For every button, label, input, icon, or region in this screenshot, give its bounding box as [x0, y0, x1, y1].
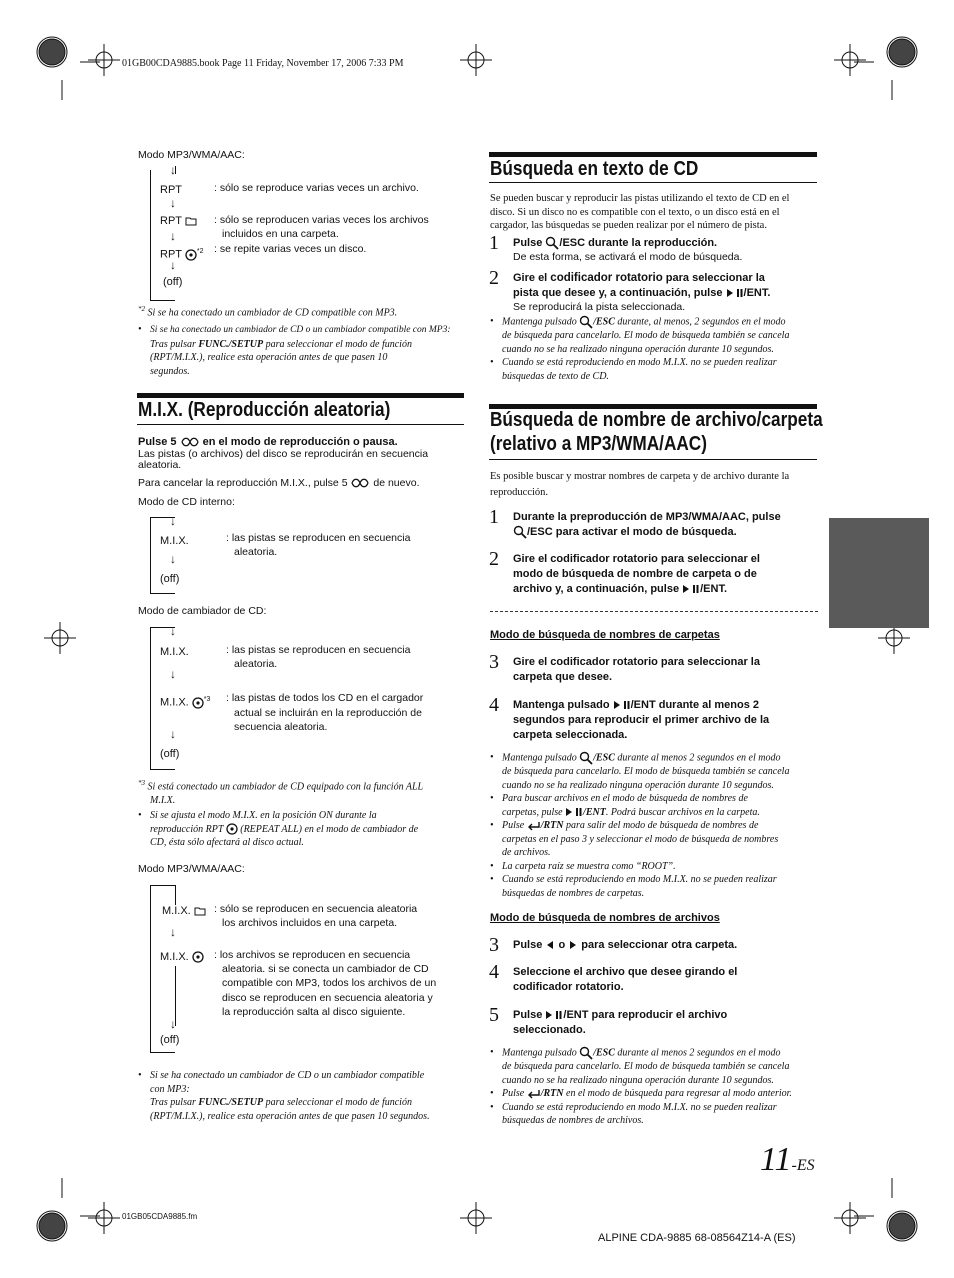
file-step-4: Seleccione el archivo que desee girando el codificador rotatorio.	[513, 966, 738, 993]
disc-icon	[192, 697, 204, 709]
file-search-subheading: Modo de búsqueda de nombres de archivos	[490, 912, 720, 924]
file-step-5-number: 5	[489, 1004, 499, 1026]
left-bullet-3: • Si se ha conectado un cambiador de CD o un cambiador compatible con MP3: Tras pulsar FUNC./SETUP para seleccionar el modo de función (RPT/M.I.X.), realice esta operación antes de que pasen 10 segundos.	[138, 1070, 430, 1122]
step-2-number: 2	[489, 267, 499, 289]
file-step-3: Pulse o para seleccionar otra carpeta.	[513, 939, 738, 951]
return-icon	[527, 820, 541, 832]
play-pause-icon	[726, 288, 744, 298]
section-divider	[490, 611, 818, 612]
file-step-3-number: 3	[489, 934, 499, 956]
return-icon	[527, 1088, 541, 1100]
folder-icon	[185, 216, 197, 226]
mp3-mix-folder-desc2: los archivos incluidos en una carpeta.	[222, 917, 398, 929]
changer-mix-all-desc: : las pistas de todos los CD en el cargador	[226, 692, 424, 704]
mix-desc-2: aleatoria.	[138, 459, 182, 471]
internal-mix-desc2: aleatoria.	[234, 546, 278, 558]
mp3-mix-folder-desc: : sólo se reproducen en secuencia aleatoria	[214, 903, 418, 915]
mix-title: M.I.X. (Reproducción aleatoria)	[138, 399, 391, 421]
mp3-mix-disc-desc3: compatible con MP3, todos los archivos de un	[222, 977, 437, 989]
mp3-mix-disc-desc2: aleatoria. si se conecta un cambiador de CD	[222, 963, 429, 975]
folder-search-bullets: • Mantenga pulsado /ESC durante al menos 2 segundos en el modo de búsqueda para cancelarlo. El modo de búsqueda también se cancela cuando no se ha realizado ninguna operación durante 10 segundos. • Para buscar archivos en el modo de búsqueda de nombres de carpetas, pulse /ENT. Podrá buscar archivos en la carpeta. • Pulse /RTN para salir del modo de búsqueda de nombres de carpetas en el paso 3 y seleccionar el modo de búsqueda de nombres de archivos. • La carpeta raíz se muestra como “ROOT”. • Cuando se está reproduciendo en modo M.I.X. no se pueden realizar búsquedas de nombres de carpetas.	[490, 752, 790, 899]
search-icon	[579, 751, 593, 765]
shuffle-icon	[180, 437, 200, 447]
cd-step-2: Gire el codificador rotatorio para seleccionar la pista que desee y, a continuación, pulse /ENT. Se reproducirá la pista seleccionada.	[513, 272, 771, 313]
mp3-mix-disc-label: M.I.X.	[160, 950, 204, 964]
internal-mix-desc: : las pistas se reproducen en secuencia	[226, 532, 411, 544]
left-bullet-2: • Si se ajusta el modo M.I.X. en la posición ON durante la reproducción RPT (REPEAT ALL) en el modo de cambiador de CD, ésta sólo afectará al disco actual.	[138, 810, 419, 848]
mp3-mix-folder-label: M.I.X.	[162, 904, 206, 918]
section-tab	[829, 518, 929, 628]
file-search-bullets: • Mantenga pulsado /ESC durante al menos 2 segundos en el modo de búsqueda para cancelarlo. El modo de búsqueda también se cancela cuando no se ha realizado ninguna operación durante 10 segundos. • Pulse /RTN en el modo de búsqueda para regresar al modo anterior. • Cuando se está reproduciendo en modo M.I.X. no se pueden realizar búsquedas de nombres de archivos.	[490, 1047, 792, 1126]
file-search-title-2: (relativo a MP3/WMA/AAC)	[490, 433, 707, 455]
folder-search-subheading: Modo de búsqueda de nombres de carpetas	[490, 629, 720, 641]
rpt-desc-1: : sólo se reproduce varias veces un archivo.	[214, 182, 419, 194]
mp3-mix-disc-desc5: la reproducción salta al disco siguiente.	[222, 1006, 406, 1018]
cd-step-1: Pulse /ESC durante la reproducción. De esta forma, se activará el modo de búsqueda.	[513, 237, 743, 263]
changer-mix-label: M.I.X.	[160, 646, 189, 658]
changer-mix-all-label: M.I.X. $^{*3}$	[160, 696, 211, 709]
file-step-2-number: 2	[489, 548, 499, 570]
mp3-mode-label: Modo MP3/WMA/AAC:	[138, 149, 245, 161]
internal-off-label: (off)	[160, 573, 180, 585]
cd-text-intro: Se pueden buscar y reproducir las pistas utilizando el texto de CD en el disco. Si un disco no es compatible con el texto, o un disco está en el cargador, las búsquedas se pueden realizar por el número de pista.	[490, 193, 790, 231]
step-1-number: 1	[489, 232, 499, 254]
rpt-label-3: RPT $^{*2}$	[160, 248, 204, 261]
shuffle-icon	[350, 478, 370, 488]
internal-cd-label: Modo de CD interno:	[138, 496, 235, 508]
changer-mix-desc2: aleatoria.	[234, 658, 278, 670]
folder-icon	[194, 906, 206, 916]
mix-cancel: Para cancelar la reproducción M.I.X., pulse 5 de nuevo.	[138, 477, 420, 489]
folder-step-4-number: 4	[489, 694, 499, 716]
footer-model: ALPINE CDA-9885 68-08564Z14-A (ES)	[598, 1232, 796, 1244]
rpt-label-off: (off)	[163, 276, 183, 288]
file-step-5: Pulse /ENT para reproducir el archivo seleccionado.	[513, 1009, 728, 1036]
play-pause-icon	[613, 700, 631, 710]
file-info-header: 01GB00CDA9885.book Page 11 Friday, November 17, 2006 7:33 PM	[122, 58, 404, 69]
play-pause-icon	[545, 1010, 563, 1020]
page-number: 11-ES	[760, 1141, 815, 1178]
mp3-mode-label-2: Modo MP3/WMA/AAC:	[138, 863, 245, 875]
mix-desc-1: Las pistas (o archivos) del disco se reproducirán en secuencia	[138, 448, 429, 460]
folder-step-4: Mantenga pulsado /ENT durante al menos 2 segundos para reproducir el primer archivo de la carpeta seleccionada.	[513, 699, 770, 741]
left-bullet-1: • Si se ha conectado un cambiador de CD o un cambiador compatible con MP3: Tras pulsar FUNC./SETUP para seleccionar el modo de función (RPT/M.I.X.), realice esta operación antes de que pasen 10 segundos.	[138, 324, 451, 377]
file-step-2: Gire el codificador rotatorio para seleccionar el modo de búsqueda de nombre de carpeta o de archivo y, a continuación, pulse /ENT.	[513, 553, 760, 595]
disc-icon	[226, 823, 238, 835]
rpt-desc-3: : se repite varias veces un disco.	[214, 243, 367, 255]
play-pause-icon	[682, 584, 700, 594]
file-search-title-1: Búsqueda de nombre de archivo/carpeta	[490, 409, 823, 431]
changer-mix-all-desc3: secuencia aleatoria.	[234, 721, 328, 733]
search-icon	[579, 1046, 593, 1060]
file-step-1-number: 1	[489, 506, 499, 528]
changer-mix-desc: : las pistas se reproducen en secuencia	[226, 644, 411, 656]
mp3-mix-disc-desc: : los archivos se reproducen en secuencia	[214, 949, 411, 961]
rpt-desc-2: : sólo se reproducen varias veces los archivos	[214, 214, 429, 226]
mix-pulse-instruction: Pulse 5 en el modo de reproducción o pausa.	[138, 436, 398, 448]
search-icon	[545, 236, 559, 250]
disc-icon	[185, 249, 197, 261]
folder-step-3-number: 3	[489, 651, 499, 673]
search-icon	[513, 525, 527, 539]
rpt-label-2: RPT	[160, 214, 197, 228]
internal-mix-label: M.I.X.	[160, 535, 189, 547]
cd-text-bullets: • Mantenga pulsado /ESC durante, al menos, 2 segundos en el modo de búsqueda para cancelarlo. El modo de búsqueda también se cancela cuando no se ha realizado ninguna operación durante 10 segundos. • Cuando se está reproduciendo en modo M.I.X. no se pueden realizar búsquedas de texto de CD.	[490, 316, 790, 382]
play-pause-icon	[565, 807, 583, 817]
cd-text-title: Búsqueda en texto de CD	[490, 158, 699, 180]
file-step-1: Durante la preproducción de MP3/WMA/AAC, pulse /ESC para activar el modo de búsqueda.	[513, 511, 781, 538]
folder-step-3: Gire el codificador rotatorio para seleccionar la carpeta que desee.	[513, 656, 760, 683]
changer-off-label: (off)	[160, 748, 180, 760]
disc-icon	[192, 951, 204, 963]
mp3-off-label: (off)	[160, 1034, 180, 1046]
file-step-4-number: 4	[489, 961, 499, 983]
file-search-intro: Es posible buscar y mostrar nombres de carpeta y de archivo durante la reproducción.	[490, 471, 790, 498]
note-star3: $^{*3}$ Si está conectado un cambiador de CD equipado con la función ALL M.I.X.	[138, 779, 424, 806]
mp3-mix-disc-desc4: disco se reproducen en secuencia aleatoria y	[222, 992, 433, 1004]
footer-file-name: 01GB05CDA9885.fm	[122, 1212, 198, 1221]
search-icon	[579, 315, 593, 329]
rpt-label-1: RPT	[160, 184, 182, 196]
changer-label: Modo de cambiador de CD:	[138, 605, 267, 617]
left-arrow-icon	[545, 940, 555, 950]
rpt-desc-2b: incluidos en una carpeta.	[222, 228, 339, 240]
changer-mix-all-desc2: actual se incluirán en la reproducción de	[234, 707, 422, 719]
right-arrow-icon	[568, 940, 578, 950]
note-star2: $^{*2}$ Si se ha conectado un cambiador de CD compatible con MP3.	[138, 305, 398, 319]
